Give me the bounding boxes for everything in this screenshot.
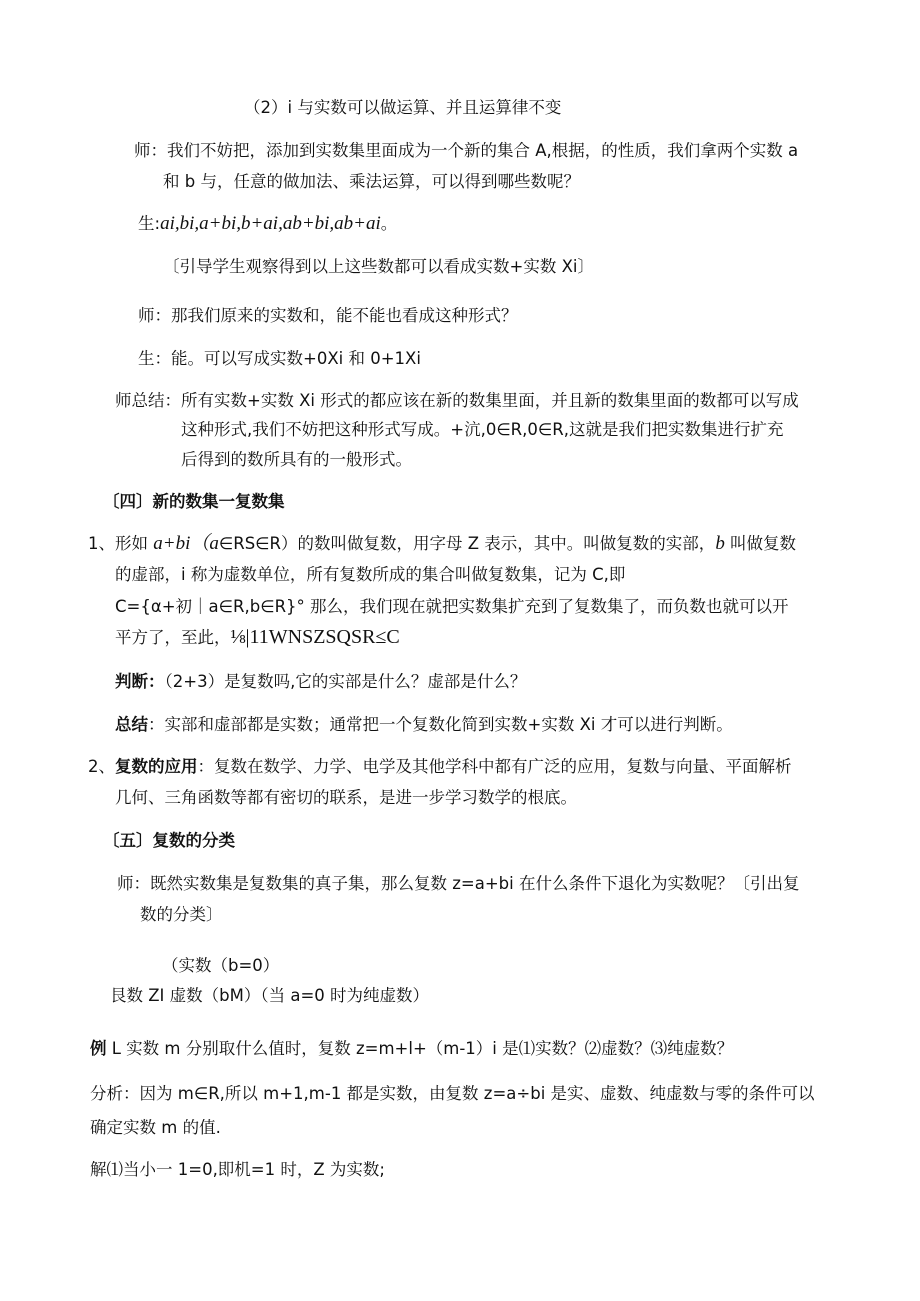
text-line: 生：能。可以写成实数+0Xi 和 0+1Xi: [138, 349, 421, 368]
text-line: [88, 755, 792, 779]
text-line: 确定实数 m 的值.: [90, 1118, 221, 1137]
text-segment: ：实部和虚部都是实数；通常把一个复数化简到实数+实数 Xi 才可以进行判断。: [148, 715, 733, 734]
bold-label: 总结: [115, 715, 148, 734]
text-line: [115, 625, 400, 650]
punctuation: 。: [380, 214, 398, 233]
item-number: 1、形如: [88, 534, 154, 553]
text-line: [115, 713, 733, 737]
text-segment: 平方了，至此，: [115, 628, 231, 647]
text-segment: （2+3）是复数吗,它的实部是什么？虚部是什么？: [164, 672, 527, 691]
text-segment: L 实数 m 分别取什么值时，复数 z=m+l+（m-1）i 是⑴实数？⑵虚数？⑶纯虚数？: [106, 1039, 734, 1058]
text-line: （实数（b=0）: [162, 956, 280, 975]
text-line: [90, 1037, 733, 1061]
text-line: [115, 670, 526, 694]
text-line: 解⑴当小一 1=0,即机=1 时，Z 为实数;: [90, 1160, 385, 1179]
text-line: （2）i 与实数可以做运算、并且运算律不变: [244, 98, 562, 117]
text-line: [88, 532, 796, 556]
text-line: 和 b 与，任意的做加法、乘法运算，可以得到哪些数呢？: [163, 172, 580, 191]
text-line: 师：我们不妨把，添加到实数集里面成为一个新的集合 A,根据，的性质，我们拿两个实数 a: [134, 141, 799, 160]
text-line: 几何、三角函数等都有密切的联系，是进一步学习数学的根底。: [115, 788, 577, 807]
math-expression: ai,bi,a+bi,b+ai,ab+bi,ab+ai: [160, 213, 381, 234]
text-line: 师：那我们原来的实数和，能不能也看成这种形式？: [138, 306, 518, 325]
text-line: 师总结：所有实数+实数 Xi 形式的都应该在新的数集里面，并且新的数集里面的数都可以写成: [115, 391, 799, 410]
text-line: 艮数 ZI 虚数（bM）（当 a=0 时为纯虚数）: [110, 986, 430, 1005]
bold-label: 复数的应用: [115, 757, 198, 776]
text-line: [138, 212, 397, 236]
section-heading: 〔四〕新的数集一复数集: [103, 492, 285, 511]
example-label: 例: [90, 1039, 107, 1058]
speaker-label: 生:: [138, 214, 161, 233]
math-expression: a+bi（a: [153, 533, 219, 554]
math-expression: b: [715, 533, 725, 554]
text-segment: 叫做复数: [724, 534, 797, 553]
text-segment: ∈RS∈R）的数叫做复数，用字母 Z 表示，其中。叫做复数的实部，: [218, 534, 716, 553]
garbled-formula: ⅛|11WNSZSQSR≤C: [230, 626, 400, 648]
bold-label: 判断：: [115, 672, 165, 691]
text-segment: ：复数在数学、力学、电学及其他学科中都有广泛的应用，复数与向量、平面解析: [197, 757, 792, 776]
text-line: 这种形式,我们不妨把这种形式写成。+沆,0∈R,0∈R,这就是我们把实数集进行扩充: [181, 420, 784, 439]
text-line: 的虚部，i 称为虚数单位，所有复数所成的集合叫做复数集，记为 C,即: [115, 565, 626, 584]
item-number: 2、: [88, 757, 115, 776]
text-line: 分析：因为 m∈R,所以 m+1,m-1 都是实数，由复数 z=a÷bi 是实、虚数、纯虚数与零的条件可以: [90, 1084, 815, 1103]
text-line: 〔引导学生观察得到以上这些数都可以看成实数+实数 Xi〕: [163, 257, 594, 276]
text-line: C={α+初｜a∈R,b∈R}° 那么，我们现在就把实数集扩充到了复数集了，而负数也就可以开: [115, 597, 789, 616]
text-line: 师：既然实数集是复数集的真子集，那么复数 z=a+bi 在什么条件下退化为实数呢？〔引出复: [117, 874, 800, 893]
text-line: 数的分类〕: [140, 905, 223, 924]
text-line: 后得到的数所具有的一般形式。: [181, 450, 412, 469]
section-heading: 〔五〕复数的分类: [103, 831, 235, 850]
